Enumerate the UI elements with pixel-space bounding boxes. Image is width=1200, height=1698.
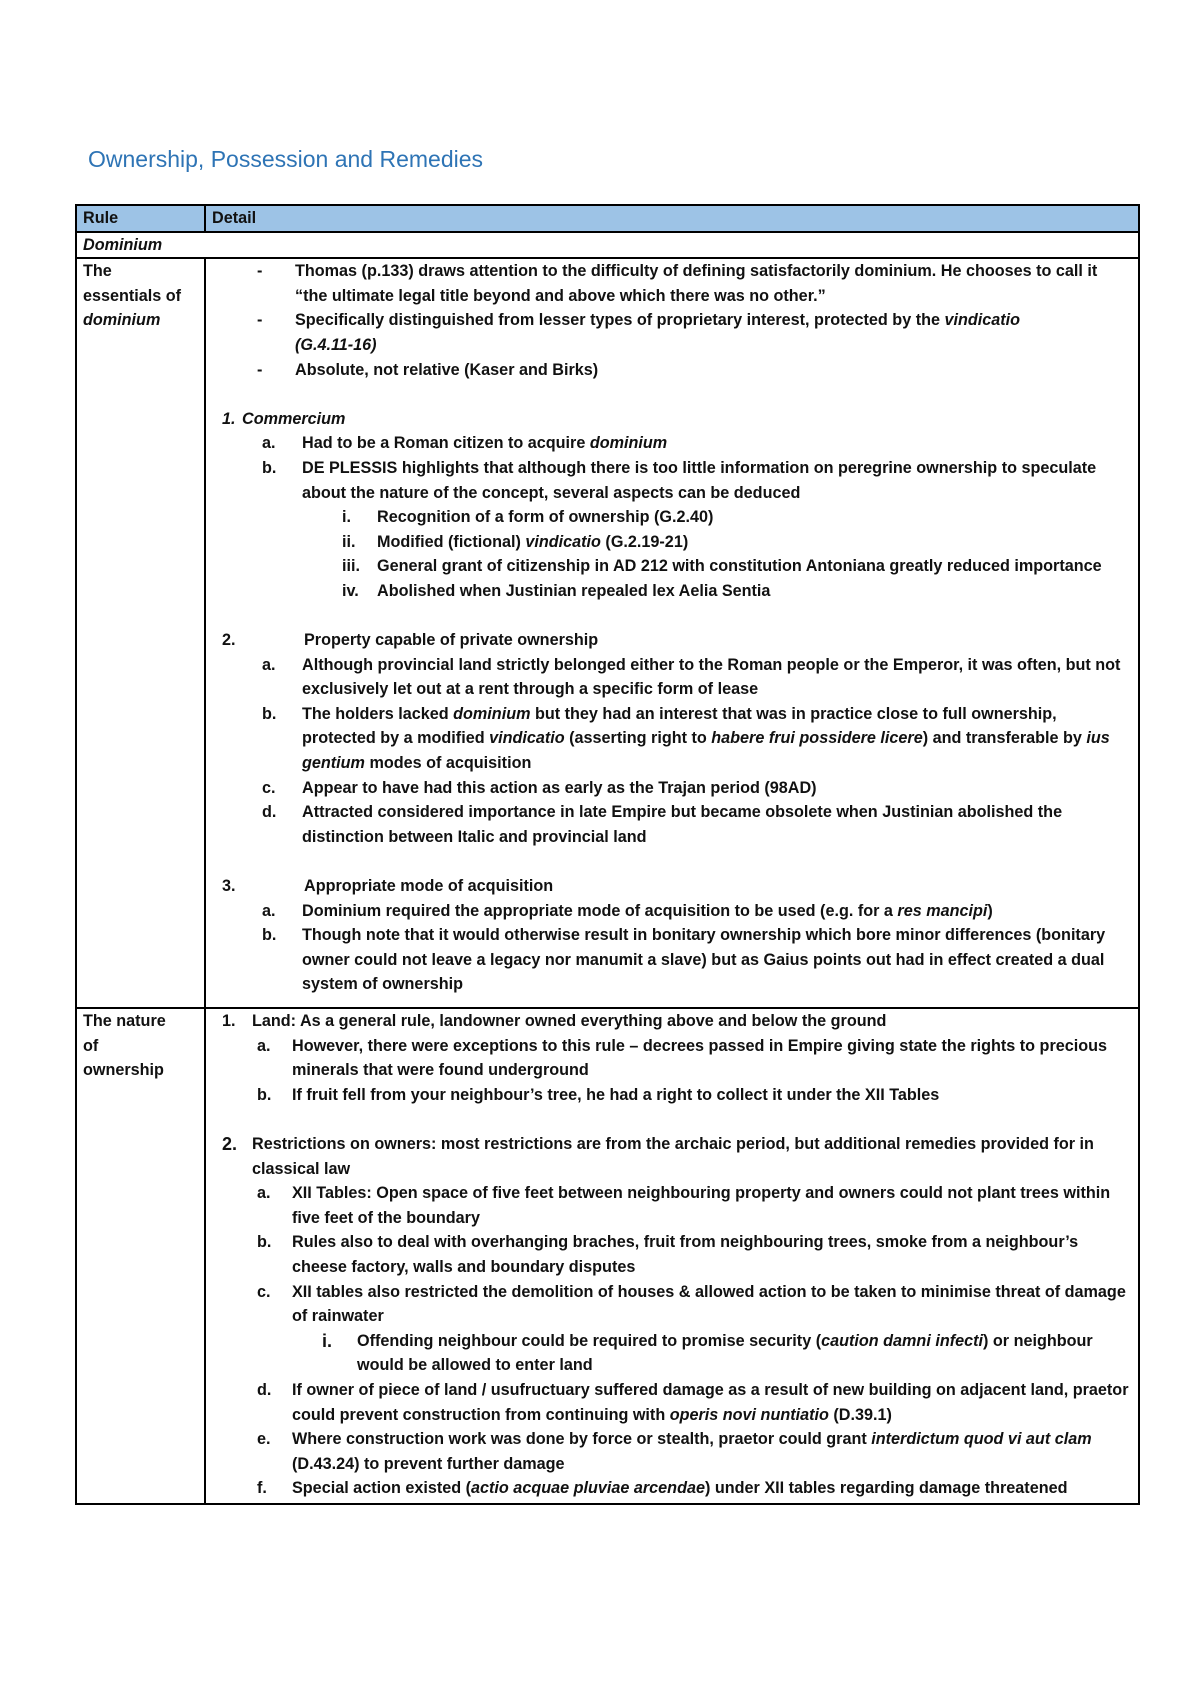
rule-text: ownership xyxy=(83,1061,164,1080)
list-item: b. DE PLESSIS highlights that although there is too little information on peregrine ownership to speculate about the nature of the concept, several aspects can be deduced xyxy=(262,458,1097,502)
list-item: b. If fruit fell from your neighbour’s tree, he had a right to collect it under the XII Tables xyxy=(257,1085,940,1104)
rule-text: dominium xyxy=(83,311,161,330)
section-row xyxy=(76,232,1139,259)
list-item: a. Although provincial land strictly belonged either to the Roman people or the Emperor, it was often, but not exclusively let out at a rent through a specific form of lease xyxy=(262,655,1121,699)
document-title: Ownership, Possession and Remedies xyxy=(88,146,484,172)
detail-cell xyxy=(205,1008,1139,1504)
rule-cell xyxy=(76,1008,205,1504)
list-heading: 3. Appropriate mode of acquisition xyxy=(222,877,554,896)
list-item: ii. Modified (fictional) vindicatio (G.2.19-21) xyxy=(342,532,689,551)
list-item: a. Dominium required the appropriate mode of acquisition to be used (e.g. for a res mancipi) xyxy=(262,901,993,920)
list-heading: 1. Commercium xyxy=(222,409,346,428)
rule-text: of xyxy=(83,1036,99,1055)
rule-text: essentials of xyxy=(83,286,182,305)
list-item: b. Though note that it would otherwise result in bonitary ownership which bore minor differences (bonitary owner could not leave a legacy nor manumit a slave) but as Gaius points out had in effect created a dual system of ownership xyxy=(262,926,1106,994)
list-item: iv. Abolished when Justinian repealed lex Aelia Sentia xyxy=(342,581,771,600)
header-detail: Detail xyxy=(205,205,1139,232)
list-item: - Specifically distinguished from lesser types of proprietary interest, protected by the vindicatio (G.4.11-16) xyxy=(257,311,1021,354)
list-item: b. The holders lacked dominium but they had an interest that was in practice close to full ownership, protected by a modified vindicatio (asserting right to habere frui possidere licere) and transferable by ius gentium modes of acquisition xyxy=(262,704,1110,773)
table-header-row xyxy=(76,205,1139,232)
notes-table xyxy=(75,204,1140,1505)
detail-cell xyxy=(205,258,1139,1008)
list-item: b. Rules also to deal with overhanging braches, fruit from neighbouring trees, smoke from a neighbour’s cheese factory, walls and boundary disputes xyxy=(257,1233,1079,1276)
list-item: d. Attracted considered importance in late Empire but became obsolete when Justinian abolished the distinction between Italic and provincial land xyxy=(262,803,1063,846)
rule-text: The xyxy=(83,262,112,281)
list-item: a. XII Tables: Open space of five feet between neighbouring property and owners could not plant trees within five feet of the boundary xyxy=(257,1184,1111,1227)
list-item: c. Appear to have had this action as early as the Trajan period (98AD) xyxy=(262,778,817,797)
list-heading: 2. Property capable of private ownership xyxy=(222,631,599,650)
rule-cell xyxy=(76,258,205,1008)
table-row xyxy=(76,1008,1139,1504)
header-rule: Rule xyxy=(76,205,205,232)
list-item: i. Offending neighbour could be required to promise security (caution damni infecti) or neighbour would be allowed to enter land xyxy=(322,1330,1093,1375)
list-item: e. Where construction work was done by force or stealth, praetor could grant interdictum quod vi aut clam (D.43.24) to prevent further damage xyxy=(257,1430,1092,1473)
list-item: c. XII tables also restricted the demolition of houses & allowed action to be taken to minimise threat of damage of rainwater xyxy=(257,1282,1126,1326)
list-heading: 2. Restrictions on owners: most restrictions are from the archaic period, but additional remedies provided for in classical law xyxy=(222,1133,1094,1178)
table-row xyxy=(76,258,1139,1008)
list-item: - Thomas (p.133) draws attention to the difficulty of defining satisfactorily dominium. He chooses to call it “the ultimate legal title beyond and above which there was no other.” xyxy=(257,262,1098,305)
rule-text: The nature xyxy=(83,1012,166,1030)
list-item: a. Had to be a Roman citizen to acquire dominium xyxy=(262,434,668,453)
section-label: Dominium xyxy=(76,232,1139,259)
list-item: f. Special action existed (actio acquae pluviae arcendae) under XII tables regarding damage threatened xyxy=(257,1479,1068,1498)
list-item: a. However, there were exceptions to this rule – decrees passed in Empire giving state the rights to precious minerals that were found underground xyxy=(257,1036,1108,1080)
list-item: i. Recognition of a form of ownership (G.2.40) xyxy=(342,508,714,527)
list-heading: 1. Land: As a general rule, landowner owned everything above and below the ground xyxy=(222,1012,887,1030)
list-item: d. If owner of piece of land / usufructuary suffered damage as a result of new building on adjacent land, praetor could prevent construction from continuing with operis novi nuntiatio (D.39.1) xyxy=(257,1380,1129,1424)
list-item: - Absolute, not relative (Kaser and Birks) xyxy=(257,360,599,379)
list-item: iii. General grant of citizenship in AD 212 with constitution Antoniana greatly reduced importance xyxy=(342,557,1102,576)
